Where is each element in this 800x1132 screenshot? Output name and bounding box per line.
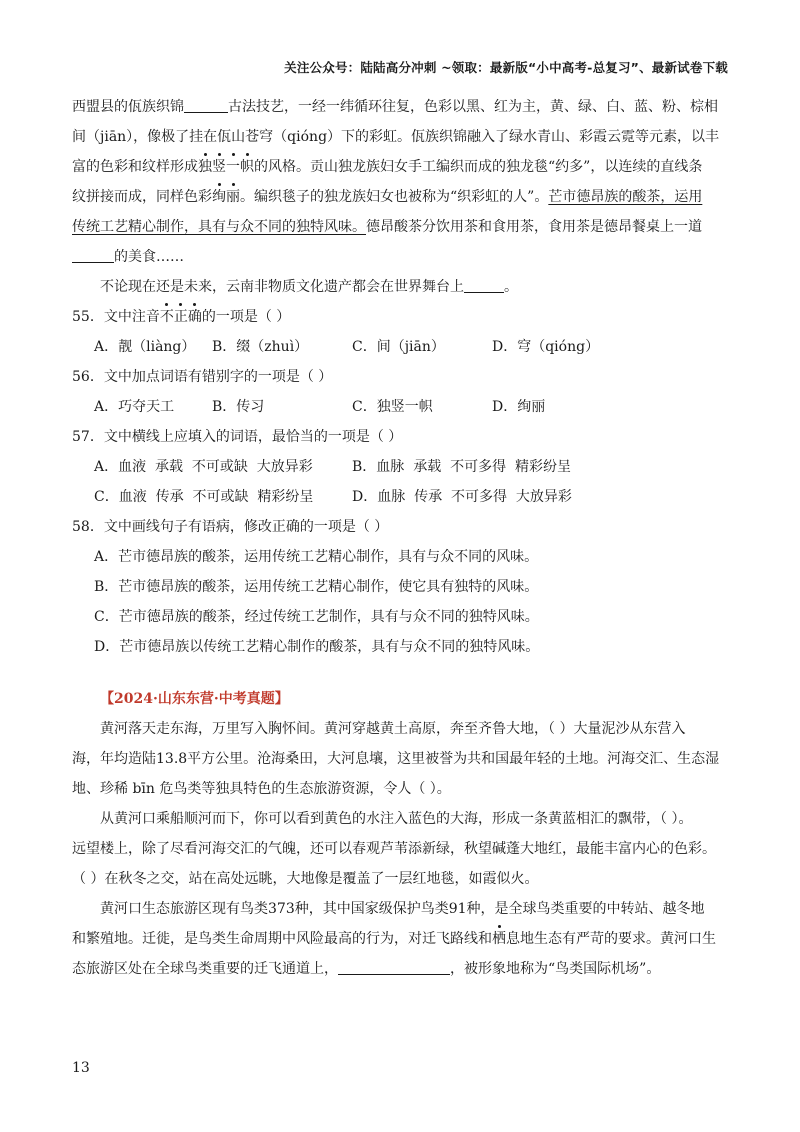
options-row xyxy=(72,392,732,422)
passage-line: 黄河口生态旅游区现有鸟类373种，其中国家级保护鸟类91种，是全球鸟类重要的中转站、越冬地 xyxy=(100,901,705,917)
dotted-char: 丽 xyxy=(226,182,240,212)
passage-line: 地、珍稀 bīn 危鸟类等独具特色的生态旅游资源，令人（ ）。 xyxy=(72,781,451,797)
dotted-char: 不 xyxy=(160,302,174,332)
page-number: 13 xyxy=(72,1060,90,1076)
option-a[interactable]: A．芒市德昂族的酸茶，运用传统工艺精心制作，具有与众不同的风味。 xyxy=(94,549,539,565)
passage-line: 态旅游区处在全球鸟类重要的迁飞通道上， ，被形象地称为“鸟类国际机场”。 xyxy=(72,954,732,984)
dotted-char: 确 xyxy=(188,302,202,332)
dotted-char: 一 xyxy=(226,152,240,182)
passage-line: 和繁殖地。迁徙，是鸟类生命周期中风险最高的行为，对迁飞路线和栖息地生态有严苛的要求。黄河口生 xyxy=(72,924,732,954)
fill-blank xyxy=(464,276,504,293)
passage-line: 远望楼上，除了尽看河海交汇的气魄，还可以春观芦苇添新绿，秋望碱蓬大地红，最能丰富内心的色彩。 xyxy=(72,841,716,857)
passage-line: （ ）在秋冬之交，站在高处远眺，大地像是覆盖了一层红地毯，如霞似火。 xyxy=(72,871,539,887)
page-content xyxy=(72,92,732,984)
passage-line: 黄河落天走东海，万里写入胸怀间。黄河穿越黄土高原，奔至齐鲁大地，（ ）大量泥沙从东营入 xyxy=(100,721,686,737)
option-b[interactable]: B．缀（zhuì） xyxy=(212,339,309,355)
option-c[interactable]: C．血液 传承 不可或缺 精彩纷呈 xyxy=(94,489,314,505)
dotted-char: 独 xyxy=(198,152,212,182)
option-d[interactable]: D．绚丽 xyxy=(492,399,546,415)
passage-line: 的美食…… xyxy=(72,242,732,272)
options-row xyxy=(72,332,732,362)
option-a[interactable]: A．靓（liàng） xyxy=(94,339,196,355)
option-a[interactable]: A．血液 承载 不可或缺 大放异彩 xyxy=(94,459,313,475)
passage-line: 纹拼接而成，同样色彩绚丽。编织毯子的独龙族妇女也被称为“织彩虹的人”。芒市德昂族的酸茶，运用 xyxy=(72,182,732,212)
options-row xyxy=(72,482,732,512)
passage-line: 海，年均造陆13.8平方公里。沧海桑田，大河息壤，这里被誉为共和国最年轻的土地。河海交汇、生态湿 xyxy=(72,751,720,767)
fill-blank xyxy=(184,96,228,113)
passage-line: 传统工艺精心制作，具有与众不同的独特风味。德昂酸茶分饮用茶和食用茶，食用茶是德昂餐桌上一道 xyxy=(72,219,702,235)
options-row xyxy=(72,452,732,482)
option-c[interactable]: C．芒市德昂族的酸茶，经过传统工艺制作，具有与众不同的独特风味。 xyxy=(94,609,539,625)
option-a[interactable]: A．巧夺天工 xyxy=(94,399,175,415)
passage-line: 间（jiān），像极了挂在佤山苍穹（qióng）下的彩虹。佤族织锦融入了绿水青山、彩霞云霓等元素，以丰 xyxy=(72,129,720,145)
fill-blank xyxy=(338,958,450,975)
option-d[interactable]: D．血脉 传承 不可多得 大放异彩 xyxy=(352,489,572,505)
dotted-char: 竖 xyxy=(212,152,226,182)
dotted-char: 绚 xyxy=(212,182,226,212)
underlined-sentence: 芒市德昂族的酸茶，运用 xyxy=(548,189,703,205)
option-d[interactable]: D．穹（qióng） xyxy=(492,339,600,355)
underlined-sentence: 传统工艺精心制作，具有与众不同的独特风味。 xyxy=(72,219,366,235)
option-b[interactable]: B．血脉 承载 不可多得 精彩纷呈 xyxy=(352,459,571,475)
passage-line: 不论现在还是未来，云南非物质文化遗产都会在世界舞台上 。 xyxy=(72,272,732,302)
option-b[interactable]: B．传习 xyxy=(212,399,265,415)
page-header: 关注公众号：陆陆高分冲刺 ~领取：最新版“小中高考-总复习”、最新试卷下载 xyxy=(284,60,728,75)
passage-line: 从黄河口乘船顺河而下，你可以看到黄色的水注入蓝色的大海，形成一条黄蓝相汇的飘带，（ ）。 xyxy=(100,811,693,827)
dotted-char: 帜 xyxy=(240,152,254,182)
option-c[interactable]: C．间（jiān） xyxy=(352,339,445,355)
source-label: 【2024·山东东营·中考真题】 xyxy=(100,691,289,707)
dotted-char: 栖 xyxy=(492,924,506,954)
option-b[interactable]: B．芒市德昂族的酸茶，运用传统工艺精心制作，使它具有独特的风味。 xyxy=(94,579,539,595)
passage-line: 西盟县的佤族织锦 古法技艺，一经一纬循环往复，色彩以黑、红为主，黄、绿、白、蓝、粉、棕相 xyxy=(72,92,732,122)
question-56: 56．文中加点词语有错别字的一项是（ ） xyxy=(72,369,333,385)
option-d[interactable]: D．芒市德昂族以传统工艺精心制作的酸茶，具有与众不同的独特风味。 xyxy=(94,639,540,655)
question-55: 55．文中注音不正确的一项是（ ） xyxy=(72,302,732,332)
option-c[interactable]: C．独竖一帜 xyxy=(352,399,433,415)
question-57: 57．文中横线上应填入的词语，最恰当的一项是（ ） xyxy=(72,429,403,445)
passage-line: 富的色彩和纹样形成独竖一帜的风格。贡山独龙族妇女手工编织而成的独龙毯“约多”，以连续的直线条 xyxy=(72,152,732,182)
dotted-char: 正 xyxy=(174,302,188,332)
fill-blank xyxy=(72,246,114,263)
question-58: 58．文中画线句子有语病，修改正确的一项是（ ） xyxy=(72,519,389,535)
